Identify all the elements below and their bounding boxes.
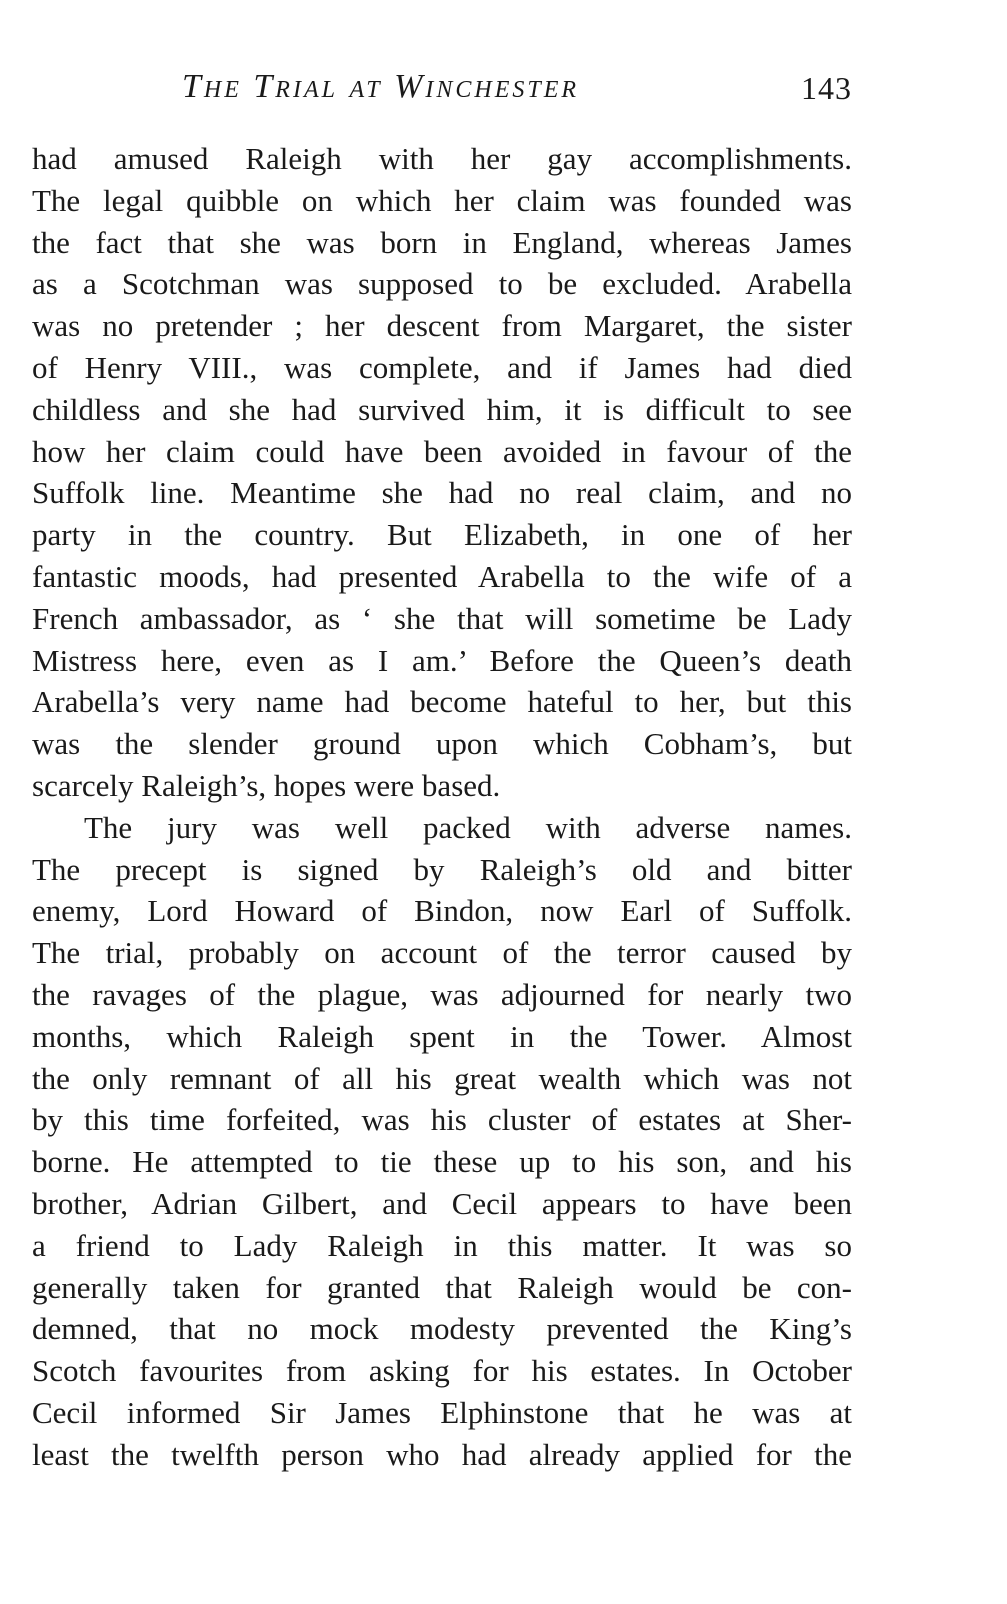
text-line: the only remnant of all his great wealth which was not xyxy=(32,1060,852,1096)
text-line: was the slender ground upon which Cobham’s, but xyxy=(32,726,852,762)
text-line: The jury was well packed with adverse names. xyxy=(84,809,852,845)
text-line: Cecil informed Sir James Elphinstone that he was at xyxy=(32,1394,852,1430)
text-line: fantastic moods, had presented Arabella to the wife of a xyxy=(32,558,852,594)
text-line: The legal quibble on which her claim was founded was xyxy=(32,182,852,218)
text-line: the fact that she was born in England, whereas James xyxy=(32,224,852,260)
running-title: The Trial at Winchester xyxy=(182,68,580,105)
text-line: of Henry VIII., was complete, and if James had died xyxy=(32,349,852,385)
text-line: childless and she had survived him, it is difficult to see xyxy=(32,391,852,427)
page-number: 143 xyxy=(801,70,852,106)
text-line: Arabella’s very name had become hateful to her, but this xyxy=(32,684,852,720)
body-text xyxy=(32,138,852,1476)
text-line: French ambassador, as ‘ she that will sometime be Lady xyxy=(32,600,852,636)
text-line: Scotch favourites from asking for his estates. In October xyxy=(32,1353,852,1389)
text-line: The precept is signed by Raleigh’s old and bitter xyxy=(32,851,852,887)
text-line: was no pretender ; her descent from Margaret, the sister xyxy=(32,308,852,344)
text-line: least the twelfth person who had already applied for the xyxy=(32,1436,852,1472)
text-line: brother, Adrian Gilbert, and Cecil appears to have been xyxy=(32,1185,852,1221)
text-line: as a Scotchman was supposed to be excluded. Arabella xyxy=(32,266,852,302)
text-line: Suffolk line. Meantime she had no real claim, and no xyxy=(32,475,852,511)
running-head xyxy=(32,68,852,108)
text-line: had amused Raleigh with her gay accomplishments. xyxy=(32,141,852,176)
text-line: scarcely Raleigh’s, hopes were based. xyxy=(32,767,501,803)
text-line: months, which Raleigh spent in the Tower. Almost xyxy=(32,1018,852,1054)
text-line: by this time forfeited, was his cluster of estates at Sher- xyxy=(32,1102,852,1138)
text-line: a friend to Lady Raleigh in this matter. It was so xyxy=(32,1227,852,1263)
text-line: borne. He attempted to tie these up to his son, and his xyxy=(32,1144,852,1180)
text-line: the ravages of the plague, was adjourned for nearly two xyxy=(32,976,852,1012)
text-line: demned, that no mock modesty prevented the King’s xyxy=(32,1311,852,1347)
text-line: enemy, Lord Howard of Bindon, now Earl of Suffolk. xyxy=(32,893,852,929)
text-line: generally taken for granted that Raleigh would be con- xyxy=(32,1269,852,1305)
text-line: how her claim could have been avoided in favour of the xyxy=(32,433,852,469)
text-line: Mistress here, even as I am.’ Before the Queen’s death xyxy=(32,642,852,678)
text-line: The trial, probably on account of the terror caused by xyxy=(32,935,852,971)
text-line: party in the country. But Elizabeth, in one of her xyxy=(32,517,852,553)
